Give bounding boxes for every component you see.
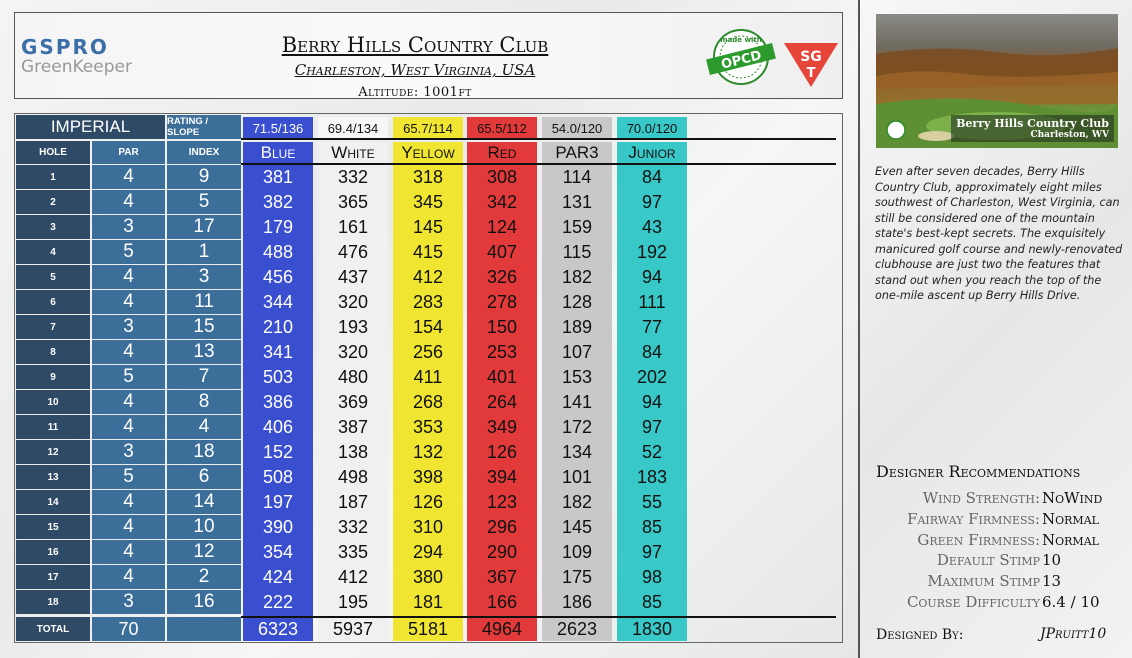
- opcd-top-text: made with: [720, 36, 762, 44]
- tee-yardage: 43: [641, 216, 663, 237]
- recommendation-label: Wind Strength:: [922, 489, 1040, 507]
- tee-yardage: 407: [486, 241, 518, 262]
- tee-yardage: 152: [262, 441, 294, 462]
- tee-yardage: 369: [337, 391, 369, 412]
- tee-yardage: 390: [262, 516, 294, 537]
- hole-index: 14: [167, 490, 241, 514]
- recommendation-value: 6.4 / 10: [1042, 593, 1100, 611]
- tee-yardage: 97: [641, 541, 663, 562]
- hole-par: 3: [92, 440, 165, 464]
- tee-yardage: 123: [486, 491, 518, 512]
- preview-caption: Berry Hills Country Club Charleston, WV: [951, 115, 1114, 142]
- table-divider: [241, 163, 836, 165]
- hole-number: 17: [16, 565, 90, 589]
- hole-number: 5: [16, 265, 90, 289]
- tee-yardage: 132: [412, 441, 444, 462]
- recommendation-row: [876, 510, 1116, 530]
- tee-yardage: 128: [561, 291, 593, 312]
- tee-yardage: 456: [262, 266, 294, 287]
- tee-yardage: 349: [486, 416, 518, 437]
- hole-index: 5: [167, 190, 241, 214]
- par-total: 70: [92, 617, 165, 641]
- tee-yardage: 161: [337, 216, 369, 237]
- tee-yardage: 380: [412, 566, 444, 587]
- tee-yardage: 318: [412, 166, 444, 187]
- recommendation-row: [876, 489, 1116, 509]
- tee-yardage: 126: [486, 441, 518, 462]
- hole-index: 8: [167, 390, 241, 414]
- hole-index: 11: [167, 290, 241, 314]
- course-info-panel: [858, 0, 1132, 658]
- tee-yardage: 508: [262, 466, 294, 487]
- tee-yardage: 141: [561, 391, 593, 412]
- hole-index: 3: [167, 265, 241, 289]
- tee-yardage: 381: [262, 166, 294, 187]
- tee-yardage: 310: [412, 516, 444, 537]
- tee-rating: 65.7/114: [393, 117, 463, 139]
- tee-yardage: 222: [262, 591, 294, 612]
- tee-rating: 69.4/134: [318, 117, 388, 139]
- hole-number: 15: [16, 515, 90, 539]
- sgt-bottom-text: T: [806, 66, 816, 81]
- tee-total: 4964: [481, 618, 523, 639]
- tee-yardage: 193: [337, 316, 369, 337]
- hole-index: 10: [167, 515, 241, 539]
- tee-yardage: 159: [561, 216, 593, 237]
- tee-yardage: 341: [262, 341, 294, 362]
- tee-yardage: 320: [337, 291, 369, 312]
- hole-par: 5: [92, 465, 165, 489]
- tee-yardage: 94: [641, 391, 663, 412]
- tee-yardage: 353: [412, 416, 444, 437]
- hole-index: 13: [167, 340, 241, 364]
- tee-yardage: 134: [561, 441, 593, 462]
- tee-yardage: 94: [641, 266, 663, 287]
- hole-par: 4: [92, 165, 165, 189]
- hole-par: 3: [92, 590, 165, 614]
- hole-par: 4: [92, 515, 165, 539]
- tee-yardage: 101: [561, 466, 593, 487]
- tee-yardage: 131: [561, 191, 593, 212]
- tee-yardage: 354: [262, 541, 294, 562]
- tee-yardage: 77: [641, 316, 663, 337]
- tee-name: Junior: [628, 143, 676, 162]
- tee-yardage: 115: [562, 241, 592, 262]
- tee-yardage: 290: [486, 541, 518, 562]
- hole-par: 4: [92, 390, 165, 414]
- table-divider: [241, 138, 836, 140]
- recommendation-label: Green Firmness:: [917, 530, 1040, 549]
- tee-yardage: 154: [412, 316, 444, 337]
- tee-yardage: 308: [486, 166, 518, 187]
- tee-yardage: 150: [486, 316, 518, 337]
- course-name: Berry Hills Country Club: [281, 33, 549, 57]
- tee-rating: 70.0/120: [617, 117, 687, 139]
- tee-yardage: 181: [412, 591, 444, 612]
- tee-rating: 65.5/112: [467, 117, 537, 139]
- tee-yardage: 186: [561, 591, 593, 612]
- hole-number: 10: [16, 390, 90, 414]
- tee-yardage: 172: [561, 416, 593, 437]
- sgt-logo-icon: [780, 37, 842, 89]
- tee-yardage: 296: [486, 516, 518, 537]
- tee-yardage: 85: [641, 516, 663, 537]
- table-divider: [241, 616, 836, 618]
- tee-yardage: 480: [337, 366, 369, 387]
- tee-yardage: 264: [486, 391, 518, 412]
- tee-yardage: 498: [337, 466, 369, 487]
- recommendation-label: Fairway Firmness:: [907, 509, 1040, 528]
- hole-index: 18: [167, 440, 241, 464]
- hole-index: 12: [167, 540, 241, 564]
- tee-total: 5937: [332, 618, 374, 639]
- course-description: Even after seven decades, Berry Hills Country Club, approximately eight miles southwest of Charleston, West Virginia, can still be considered one of the mountain state's best-kept secrets. The exquisitely manicured golf course and newly-renovated clubhouse are just two the features that stand out when you reach the top of the one-mile ascent up Berry Hills Drive.: [875, 165, 1123, 302]
- rating-slope-label: RATING / SLOPE: [167, 115, 241, 139]
- tee-yardage: 124: [486, 216, 518, 237]
- course-header: [14, 12, 843, 99]
- hole-number: 8: [16, 340, 90, 364]
- tee-yardage: 382: [262, 191, 294, 212]
- tee-yardage: 394: [486, 466, 518, 487]
- index-header: INDEX: [167, 141, 241, 164]
- recommendations-title: Designer Recommendations: [876, 462, 1081, 481]
- hole-index: 9: [167, 165, 241, 189]
- tee-yardage: 84: [641, 166, 663, 187]
- tee-yardage: 488: [262, 241, 294, 262]
- hole-index: 17: [167, 215, 241, 239]
- tee-rating: 54.0/120: [542, 117, 612, 139]
- hole-par: 4: [92, 490, 165, 514]
- hole-par: 4: [92, 265, 165, 289]
- hole-par: 4: [92, 290, 165, 314]
- tee-yardage: 52: [641, 441, 663, 462]
- tee-yardage: 97: [641, 416, 663, 437]
- hole-index: 7: [167, 365, 241, 389]
- tee-yardage: 320: [337, 341, 369, 362]
- opcd-badge-icon: [703, 27, 779, 87]
- tee-yardage: 406: [262, 416, 294, 437]
- tee-yardage: 398: [412, 466, 444, 487]
- tee-yardage: 126: [412, 491, 444, 512]
- tee-yardage: 114: [562, 166, 592, 187]
- tee-yardage: 55: [641, 491, 663, 512]
- opcd-main-text: OPCD: [719, 48, 764, 73]
- hole-number: 13: [16, 465, 90, 489]
- sgt-top-text: SG: [800, 49, 822, 65]
- tee-total: 2623: [556, 618, 598, 639]
- tee-yardage: 278: [486, 291, 518, 312]
- hole-header: HOLE: [16, 141, 90, 164]
- tee-yardage: 153: [561, 366, 593, 387]
- tee-yardage: 256: [412, 341, 444, 362]
- tee-yardage: 411: [413, 366, 443, 387]
- tee-yardage: 344: [262, 291, 294, 312]
- tee-yardage: 335: [337, 541, 369, 562]
- unit-label: IMPERIAL: [16, 115, 165, 139]
- tee-rating: 71.5/136: [243, 117, 313, 139]
- hole-number: 7: [16, 315, 90, 339]
- recommendation-label: Default Stimp: [936, 551, 1040, 570]
- hole-par: 3: [92, 215, 165, 239]
- course-title-block: [245, 33, 585, 100]
- tee-yardage: 202: [636, 366, 668, 387]
- tee-name: Blue: [260, 143, 296, 162]
- recommendation-value: Normal: [1042, 509, 1099, 528]
- course-preview-image: [876, 14, 1118, 148]
- gspro-logo: GSPRO GreenKeeper: [21, 35, 132, 77]
- tee-yardage: 166: [486, 591, 518, 612]
- tee-yardage: 345: [412, 191, 444, 212]
- tee-yardage: 342: [486, 191, 518, 212]
- tee-yardage: 294: [412, 541, 444, 562]
- tee-yardage: 107: [561, 341, 593, 362]
- tee-yardage: 97: [641, 191, 663, 212]
- tee-yardage: 145: [412, 216, 444, 237]
- tee-yardage: 111: [638, 291, 666, 312]
- tee-yardage: 197: [262, 491, 294, 512]
- tee-yardage: 437: [337, 266, 369, 287]
- tee-yardage: 268: [412, 391, 444, 412]
- course-altitude: Altitude: 1001ft: [358, 85, 472, 100]
- hole-number: 4: [16, 240, 90, 264]
- tee-yardage: 401: [486, 366, 518, 387]
- hole-number: 2: [16, 190, 90, 214]
- hole-number: 11: [16, 415, 90, 439]
- tee-yardage: 145: [561, 516, 593, 537]
- recommendation-value: 13: [1042, 572, 1062, 591]
- recommendation-label: Maximum Stimp: [927, 572, 1040, 591]
- tee-yardage: 187: [337, 491, 369, 512]
- hole-number: 3: [16, 215, 90, 239]
- hole-index: 4: [167, 415, 241, 439]
- hole-par: 4: [92, 565, 165, 589]
- hole-number: 16: [16, 540, 90, 564]
- recommendation-row: [876, 593, 1116, 613]
- hole-par: 4: [92, 190, 165, 214]
- hole-number: 1: [16, 165, 90, 189]
- recommendation-row: [876, 572, 1116, 592]
- tee-yardage: 412: [337, 566, 369, 587]
- tee-yardage: 326: [486, 266, 518, 287]
- tee-name: Red: [487, 143, 517, 162]
- tee-yardage: 189: [561, 316, 593, 337]
- recommendation-row: [876, 551, 1116, 571]
- total-label: TOTAL: [16, 617, 90, 641]
- tee-yardage: 109: [561, 541, 593, 562]
- tee-total: 5181: [407, 618, 449, 639]
- tee-yardage: 503: [262, 366, 294, 387]
- hole-number: 9: [16, 365, 90, 389]
- recommendation-row: [876, 531, 1116, 551]
- hole-index: 2: [167, 565, 241, 589]
- hole-par: 4: [92, 415, 165, 439]
- tee-yardage: 179: [262, 216, 294, 237]
- index-total: [167, 617, 241, 641]
- tee-yardage: 387: [337, 416, 369, 437]
- hole-par: 3: [92, 315, 165, 339]
- tee-yardage: 283: [412, 291, 444, 312]
- scorecard-table: [14, 113, 843, 643]
- tee-yardage: 386: [262, 391, 294, 412]
- tee-yardage: 365: [337, 191, 369, 212]
- recommendation-value: NoWind: [1042, 489, 1103, 507]
- tee-yardage: 415: [412, 241, 444, 262]
- tee-yardage: 332: [337, 516, 369, 537]
- tee-total: 6323: [257, 618, 299, 639]
- hole-number: 6: [16, 290, 90, 314]
- tee-name: PAR3: [555, 143, 599, 162]
- designed-by-label: Designed By:: [876, 627, 964, 643]
- tee-yardage: 192: [636, 241, 668, 262]
- course-location: Charleston, West Virginia, USA: [294, 61, 536, 79]
- tee-yardage: 332: [337, 166, 369, 187]
- hole-par: 5: [92, 365, 165, 389]
- recommendation-value: 10: [1042, 551, 1062, 570]
- tee-yardage: 424: [262, 566, 294, 587]
- tee-total: 1830: [631, 618, 673, 639]
- tee-name: White: [331, 143, 375, 162]
- tee-yardage: 183: [636, 466, 668, 487]
- hole-index: 16: [167, 590, 241, 614]
- designer-name: JPruitt10: [1040, 626, 1107, 642]
- tee-yardage: 195: [337, 591, 369, 612]
- hole-index: 6: [167, 465, 241, 489]
- hole-par: 4: [92, 340, 165, 364]
- tee-yardage: 476: [337, 241, 369, 262]
- hole-par: 4: [92, 540, 165, 564]
- tee-yardage: 84: [641, 341, 663, 362]
- hole-number: 14: [16, 490, 90, 514]
- recommendation-value: Normal: [1042, 530, 1099, 549]
- tee-yardage: 138: [337, 441, 369, 462]
- hole-index: 1: [167, 240, 241, 264]
- par-header: PAR: [92, 141, 165, 164]
- tee-yardage: 210: [262, 316, 294, 337]
- tee-name: Yellow: [401, 143, 455, 162]
- hole-par: 5: [92, 240, 165, 264]
- tee-yardage: 253: [486, 341, 518, 362]
- hole-number: 18: [16, 590, 90, 614]
- tee-yardage: 98: [641, 566, 663, 587]
- recommendation-label: Course Difficulty: [906, 593, 1040, 611]
- tee-yardage: 85: [641, 591, 663, 612]
- tee-yardage: 367: [486, 566, 518, 587]
- tee-yardage: 175: [561, 566, 593, 587]
- tee-yardage: 182: [561, 266, 593, 287]
- hole-number: 12: [16, 440, 90, 464]
- tee-yardage: 182: [561, 491, 593, 512]
- tee-yardage: 412: [412, 266, 444, 287]
- hole-index: 15: [167, 315, 241, 339]
